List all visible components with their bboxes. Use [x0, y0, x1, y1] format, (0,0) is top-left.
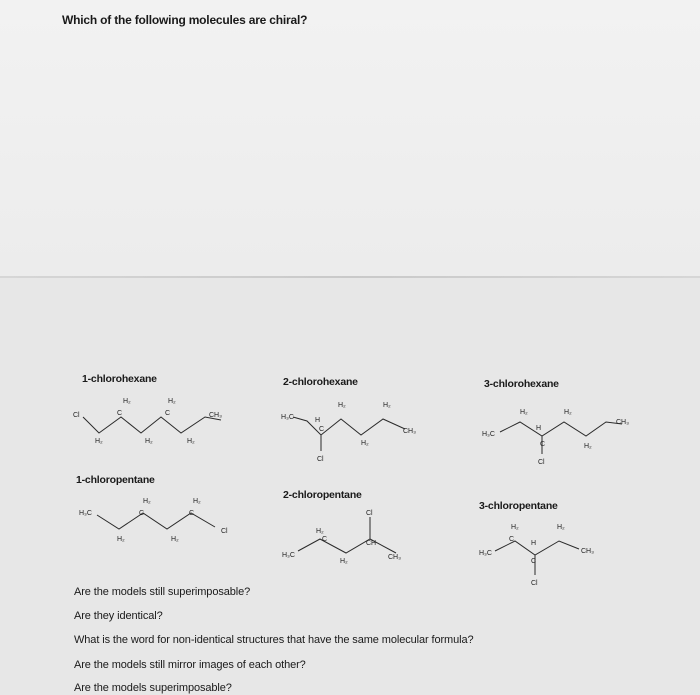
svg-text:H: H: [531, 540, 537, 547]
svg-text:C: C: [165, 410, 171, 417]
svg-text:Cl: Cl: [317, 456, 324, 463]
svg-text:H₂: H₂: [145, 438, 153, 445]
svg-text:H: H: [315, 417, 321, 424]
svg-text:C: C: [540, 441, 546, 448]
svg-text:Cl: Cl: [221, 528, 228, 535]
structure-3-chloropentane: [475, 515, 610, 590]
svg-text:H₂: H₂: [340, 558, 348, 565]
svg-text:H₃C: H₃C: [482, 431, 495, 438]
structure-2-chloropentane: [278, 505, 423, 575]
name-3-chlorohexane: 3-chlorohexane: [484, 378, 559, 390]
question-line-1: Are the models still superimposable?: [74, 586, 251, 598]
svg-text:H₂: H₂: [168, 398, 176, 405]
name-1-chlorohexane: 1-chlorohexane: [82, 373, 157, 385]
svg-text:H₂: H₂: [316, 528, 324, 535]
svg-text:C: C: [319, 426, 325, 433]
svg-text:Cl: Cl: [366, 510, 373, 517]
structure-1-chloropentane: [75, 493, 245, 553]
svg-text:Cl: Cl: [531, 580, 538, 587]
svg-text:CH₃: CH₃: [388, 554, 401, 561]
svg-text:H₂: H₂: [95, 438, 103, 445]
structure-3-chlorohexane: [478, 400, 633, 470]
svg-text:CH₃: CH₃: [581, 548, 594, 555]
question-line-3: What is the word for non-identical structures that have the same molecular formula?: [74, 634, 474, 646]
svg-text:H₂: H₂: [557, 524, 565, 531]
svg-text:H₂: H₂: [171, 536, 179, 543]
svg-text:C: C: [509, 536, 515, 543]
svg-text:H₂: H₂: [117, 536, 125, 543]
svg-text:C: C: [531, 558, 537, 565]
question-line-2: Are they identical?: [74, 610, 163, 622]
svg-text:CH: CH: [366, 540, 377, 547]
svg-text:H₂: H₂: [511, 524, 519, 531]
question-line-4: Are the models still mirror images of each other?: [74, 659, 306, 671]
svg-text:Cl: Cl: [538, 459, 545, 466]
name-1-chloropentane: 1-chloropentane: [76, 474, 155, 486]
svg-text:H₂: H₂: [187, 438, 195, 445]
name-3-chloropentane: 3-chloropentane: [479, 500, 558, 512]
svg-text:CH₃: CH₃: [209, 412, 222, 419]
svg-text:H₂: H₂: [383, 402, 391, 409]
svg-text:H₂: H₂: [564, 409, 572, 416]
svg-text:H₂: H₂: [584, 443, 592, 450]
svg-text:H₂: H₂: [193, 498, 201, 505]
question-line-5: Are the models superimposable?: [74, 682, 232, 694]
svg-text:H₂: H₂: [361, 440, 369, 447]
svg-text:H₃C: H₃C: [79, 510, 92, 517]
svg-text:H₂: H₂: [338, 402, 346, 409]
question-title: Which of the following molecules are chiral?: [62, 13, 308, 27]
svg-text:H₃C: H₃C: [282, 552, 295, 559]
lower-page-section: [0, 278, 700, 695]
structure-2-chlorohexane: [275, 395, 425, 465]
svg-text:CH₃: CH₃: [403, 428, 416, 435]
name-2-chlorohexane: 2-chlorohexane: [283, 376, 358, 388]
svg-text:C: C: [117, 410, 123, 417]
svg-text:H₃C: H₃C: [281, 414, 294, 421]
structure-1-chlorohexane: [65, 395, 240, 450]
svg-text:CH₃: CH₃: [616, 419, 629, 426]
svg-text:C: C: [189, 510, 195, 517]
svg-text:H₂: H₂: [143, 498, 151, 505]
svg-text:H: H: [536, 425, 542, 432]
name-2-chloropentane: 2-chloropentane: [283, 489, 362, 501]
svg-text:C: C: [322, 536, 328, 543]
svg-text:H₃C: H₃C: [479, 550, 492, 557]
svg-text:H₂: H₂: [123, 398, 131, 405]
svg-text:C: C: [139, 510, 145, 517]
svg-text:H₂: H₂: [520, 409, 528, 416]
atom-cl: Cl: [73, 412, 80, 419]
